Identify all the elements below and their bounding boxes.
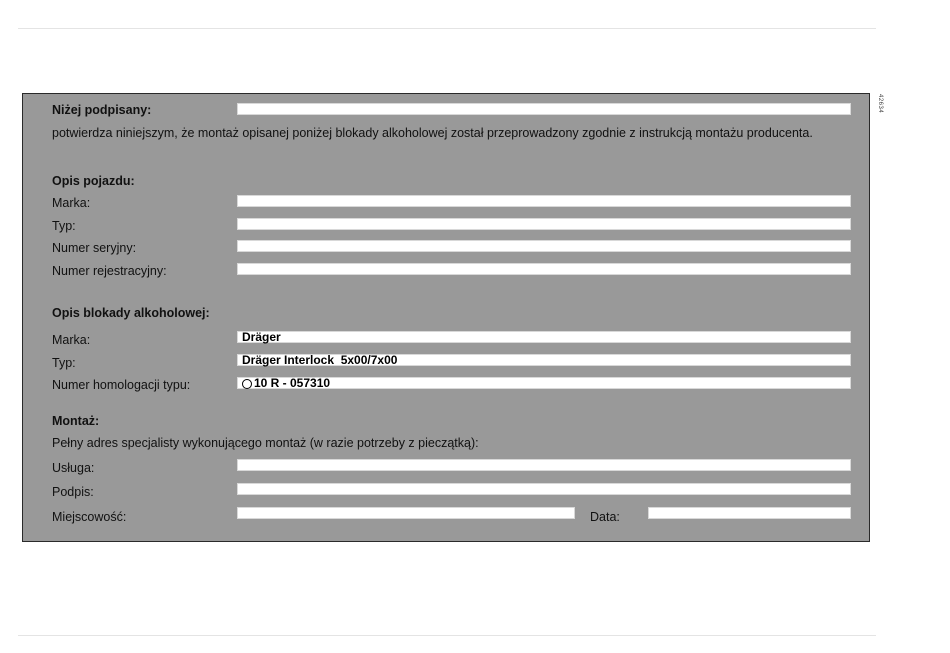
vehicle-type-field[interactable]: [237, 218, 851, 230]
vehicle-serial-label: Numer seryjny:: [52, 241, 137, 255]
bottom-divider: [18, 635, 876, 636]
place-field[interactable]: [237, 507, 575, 519]
vehicle-make-label: Marka:: [52, 196, 91, 210]
vehicle-make-field[interactable]: [237, 195, 851, 207]
interlock-make-label: Marka:: [52, 333, 91, 347]
vehicle-heading: Opis pojazdu:: [52, 174, 135, 188]
place-label: Miejscowość:: [52, 510, 127, 524]
approval-circle-icon: [242, 379, 252, 389]
document-code: 42634: [877, 94, 883, 114]
approval-number-field[interactable]: [237, 377, 851, 389]
interlock-heading: Opis blokady alkoholowej:: [52, 306, 210, 320]
signature-label: Podpis:: [52, 485, 94, 499]
service-field[interactable]: [237, 459, 851, 471]
top-divider: [18, 28, 876, 29]
installation-heading: Montaż:: [52, 414, 100, 428]
service-label: Usługa:: [52, 461, 95, 475]
vehicle-registration-field[interactable]: [237, 263, 851, 275]
interlock-type-field[interactable]: Dräger Interlock 5x00/7x00: [237, 354, 851, 366]
date-label: Data:: [590, 510, 620, 524]
interlock-make-field[interactable]: Dräger: [237, 331, 851, 343]
signature-field[interactable]: [237, 483, 851, 495]
installation-certificate-form: [22, 93, 870, 542]
vehicle-serial-field[interactable]: [237, 240, 851, 252]
vehicle-registration-label: Numer rejestracyjny:: [52, 264, 167, 278]
vehicle-type-label: Typ:: [52, 219, 76, 233]
approval-number-label: Numer homologacji typu:: [52, 378, 191, 392]
approval-number-value: 10 R - 057310: [254, 376, 331, 390]
declaration-text: potwierdza niniejszym, że montaż opisanej poniżej blokady alkoholowej został przeprowadzony zgodnie z instrukcją montażu producenta.: [52, 126, 813, 140]
interlock-type-label: Typ:: [52, 356, 76, 370]
installer-address-note: Pełny adres specjalisty wykonującego montaż (w razie potrzeby z pieczątką):: [52, 436, 479, 450]
undersigned-label: Niżej podpisany:: [52, 103, 152, 117]
undersigned-field[interactable]: [237, 103, 851, 115]
date-field[interactable]: [648, 507, 851, 519]
